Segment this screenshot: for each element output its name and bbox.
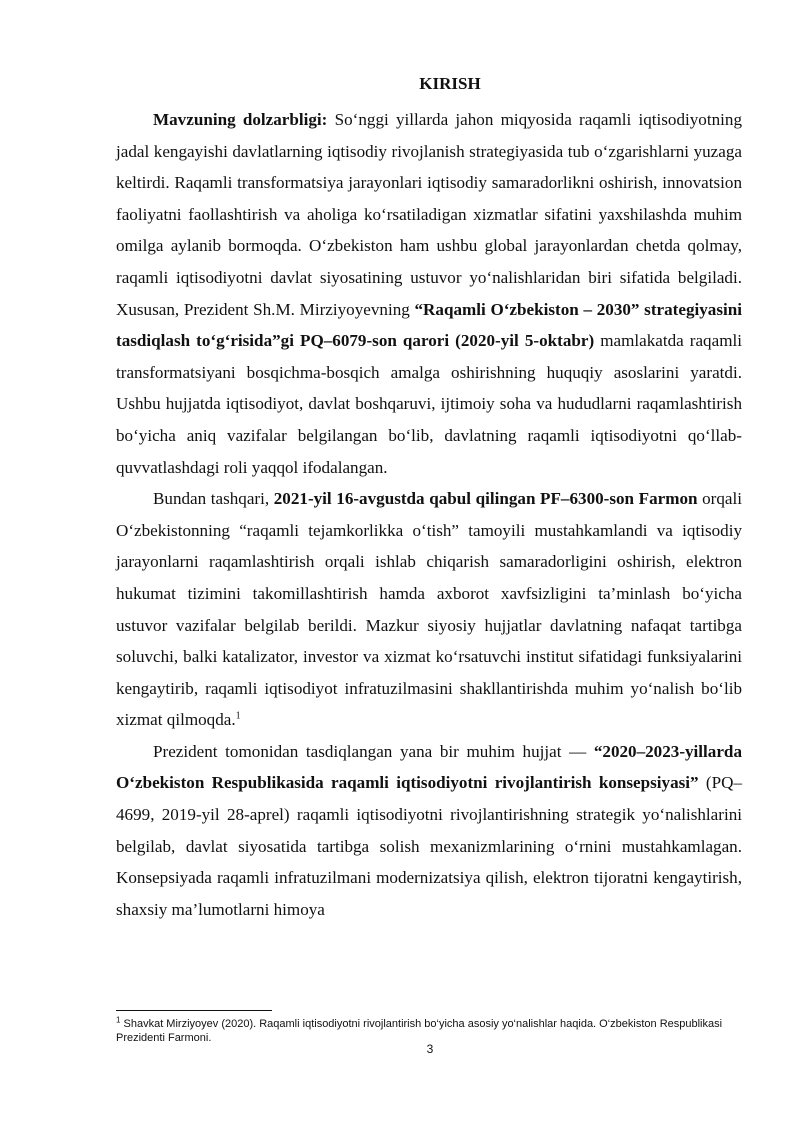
section-heading: KIRISH [419,74,481,93]
footnote-reference: 1 [235,710,241,722]
text-run: (PQ–4699, 2019-yil 28-aprel) raqamli iqtisodiyotni rivojlantirishning strategik yo‘nalishlarini belgilab, davlat siyosatida tartibga solish mexanizmlarining o‘rnini mustahkamlagan. Konsepsiyada raqamli infratuzilmani modernizatsiya qilish, elektron tijoratni kengaytirish, shaxsiy ma’lumotlarni himoya [116,773,742,919]
paragraph [116,104,742,483]
bold-text: 2021-yil 16-avgustda qabul qilingan PF–6300-son Farmon [273,489,698,509]
text-run: mamlakatda raqamli transformatsiyani bosqichma-bosqich amalga oshirishning huquqiy asoslarini yaratdi. Ushbu hujjatda iqtisodiyot, davlat boshqaruvi, ijtimoiy soha va hududlarni raqamlashtirish bo‘yicha aniq vazifalar belgilangan bo‘lib, davlatning raqamli iqtisodiyotni qo‘llab-quvvatlashdagi roli yaqqol ifodalangan. [116,331,742,477]
text-run: Prezident tomonidan tasdiqlangan yana bir muhim hujjat — [153,741,594,761]
bold-text: “2020–2023-yillarda O‘zbekiston Respublikasida raqamli iqtisodiyotni rivojlantirish konsepsiyasi” [116,741,742,793]
page-number: 3 [426,1042,434,1056]
text-run: orqali O‘zbekistonning “raqamli tejamkorlikka o‘tish” tamoyili mustahkamlandi va iqtisodiy jarayonlarni raqamlashtirish orqali ishlab chiqarish samaradorligini oshirish, elektron hukumat tizimini takomillashtirish hamda axborot xavfsizligini ta’minlash bo‘yicha ustuvor vazifalar belgilab berildi. Mazkur siyosiy hujjatlar davlatning nafaqat tartibga soluvchi, balki katalizator, investor va xizmat ko‘rsatuvchi institut sifatidagi funksiyalarini kengaytirib, raqamli iqtisodiyot infratuzilmasini shakllantirishda muhim yo‘nalish bo‘lib xizmat qilmoqda. [116,489,742,730]
footnote-text: Shavkat Mirziyoyev (2020). Raqamli iqtisodiyotni rivojlantirish bo‘yicha asosiy yo‘nalishlar haqida. O‘zbekiston Respublikasi Prezidenti Farmoni. [116,1018,723,1044]
footnote-separator [116,1010,272,1011]
bold-text: Mavzuning dolzarbligi: [153,110,328,129]
body-text [116,104,742,925]
bold-text: “Raqamli O‘zbekiston – 2030” strategiyasini tasdiqlash to‘g‘risida”gi PQ–6079-son qarori (2020-yil 5-oktabr) [116,299,742,351]
footnote-marker: 1 [116,1015,121,1025]
paragraph [116,483,742,736]
text-run: Bundan tashqari, [153,489,274,509]
paragraph [116,736,742,926]
footnote [116,1017,742,1045]
text-run: So‘nggi yillarda jahon miqyosida raqamli iqtisodiyotning jadal kengayishi davlatlarning iqtisodiy rivojlanish strategiyasida tub o‘zgarishlarni yuzaga keltirdi. Raqamli transformatsiya jarayonlari iqtisodiy samaradorlikni oshirish, innovatsion faoliyatni faollashtirish va aholiga ko‘rsatiladigan xizmatlar sifatini yaxshilashda muhim omilga aylanib bormoqda. O‘zbekiston ham ushbu global jarayonlardan chetda qolmay, raqamli iqtisodiyotni davlat siyosatining ustuvor yo‘nalishlaridan biri sifatida belgiladi. Xususan, Prezident Sh.M. Mirziyoyevning [116,110,742,319]
